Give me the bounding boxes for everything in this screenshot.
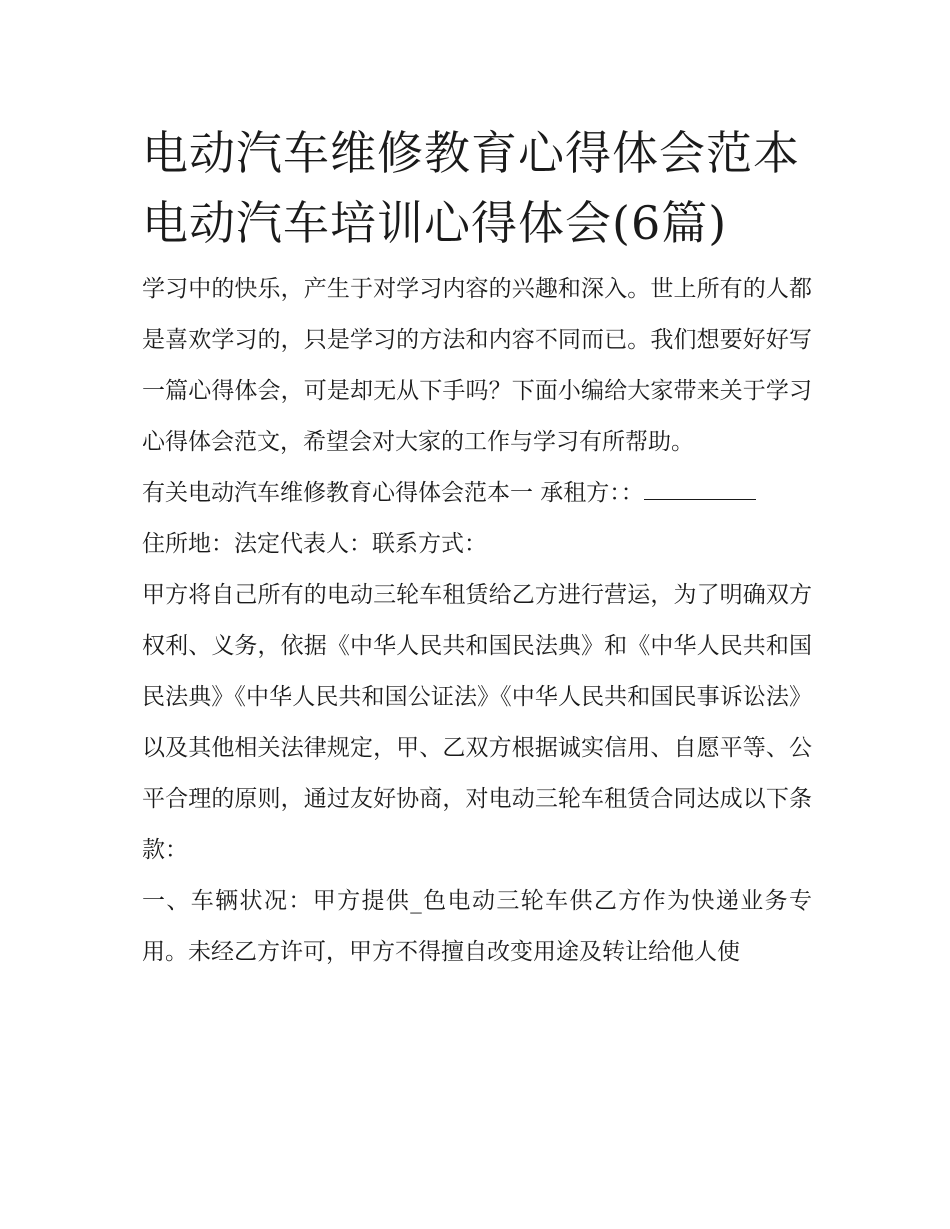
document-page [142, 118, 812, 978]
fill-in-blank [644, 477, 756, 500]
clause-one: 一、车辆状况：甲方提供_色电动三轮车供乙方作为快递业务专用。未经乙方许可，甲方不得擅自改变用途及转让给他人使 [142, 888, 812, 965]
document-title: 电动汽车维修教育心得体会范本 电动汽车培训心得体会(6篇) [142, 126, 800, 250]
contract-preamble: 甲方将自己所有的电动三轮车租赁给乙方进行营运，为了明确双方权利、义务，依据《中华人民共和国民法典》和《中华人民共和国民法典》《中华人民共和国公证法》《中华人民共和国民事诉讼法》以及其他相关法律规定，甲、乙双方根据诚实信用、自愿平等、公平合理的原则，通过友好协商，对电动三轮车租赁合同达成以下条款： [142, 582, 812, 863]
address-line: 住所地：法定代表人：联系方式： [142, 531, 487, 557]
intro-paragraph: 学习中的快乐，产生于对学习内容的兴趣和深入。世上所有的人都是喜欢学习的，只是学习的方法和内容不同而已。我们想要好好写一篇心得体会，可是却无从下手吗？下面小编给大家带来关于学习心得体会范文，希望会对大家的工作与学习有所帮助。 [142, 276, 812, 455]
contract-heading-line [142, 468, 812, 519]
contract-heading-text: 有关电动汽车维修教育心得体会范本一 承租方：： [142, 480, 644, 506]
